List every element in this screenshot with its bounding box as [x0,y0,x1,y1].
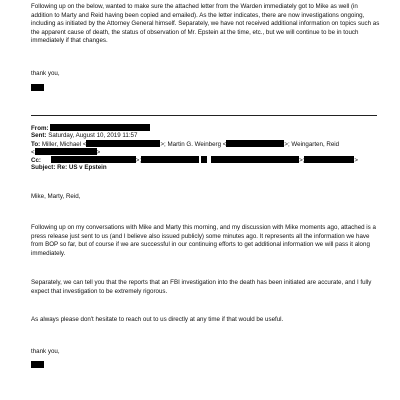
body-closing: thank you, [31,348,60,355]
cc-separator-1: >; [135,157,142,164]
subject-label: Subject: [31,164,56,171]
redacted-email [141,156,199,163]
sent-label: Sent: [31,132,47,139]
body-greeting: Mike, Marty, Reid, [31,193,81,200]
sent-line [31,132,381,140]
sent-value: Saturday, August 10, 2019 11:57 [48,132,138,139]
redacted-email [51,156,136,163]
to-recipient-2: >; Martin G. Weinberg < [160,141,227,148]
redacted-email [35,148,97,155]
cc-label: Cc: [31,157,41,164]
top-message-paragraph: Following up on the below, wanted to make sure the attached letter from the Warden immediately got to Mike as well (in addition to Marty and Reid having been copied and emailed). As the letter indicates, there are now investigations ongoing, including as initiated by the Attorney General himself. Separately, we have not received additional information on topics such as the apparent cause of death, the status of observation of Mr. Epstein at the time, etc., but we will continue to be in touch immediately if that changes. [31,3,380,45]
redacted-email [86,140,160,147]
to-recipient-4: < [31,149,35,156]
redacted-sender [50,124,150,131]
redacted-signature [31,361,44,368]
cc-separator-2: >; [299,157,305,164]
from-label: From: [31,125,49,132]
body-paragraph-1: Following up on my conversations with Mike and Marty this morning, and my discussion with Mike moments ago, attached is a press release just sent to us (and I believe also issued publicly) some minutes ago. It represents all the information we have from BOP so far, but of course if we are successful in our continuing efforts to get additional information we will pass it along immediately. [31,224,376,257]
redacted-signature [31,84,44,91]
subject-value: Re: US v Epstein [57,164,107,171]
redacted-email [211,156,299,163]
to-recipient-5: > [96,149,101,156]
to-label: To: [31,141,41,148]
top-message-closing: thank you, [31,70,60,77]
redacted-email [304,156,354,163]
header-divider [31,115,377,116]
cc-end: > [354,157,359,164]
body-paragraph-3: As always please don't hesitate to reach out to us directly at any time if that would be useful. [31,316,284,323]
redacted-email [226,140,284,147]
to-recipient-1: Miller, Michael < [41,141,87,148]
to-recipient-3: >; Weingarten, Reid [284,141,340,148]
redacted-email [201,156,207,163]
subject-line [31,164,381,172]
body-paragraph-2: Separately, we can tell you that the reports that an FBI investigation into the death has been initiated are accurate, and I fully expect that investigation to be extremely rigorous. [31,279,372,295]
